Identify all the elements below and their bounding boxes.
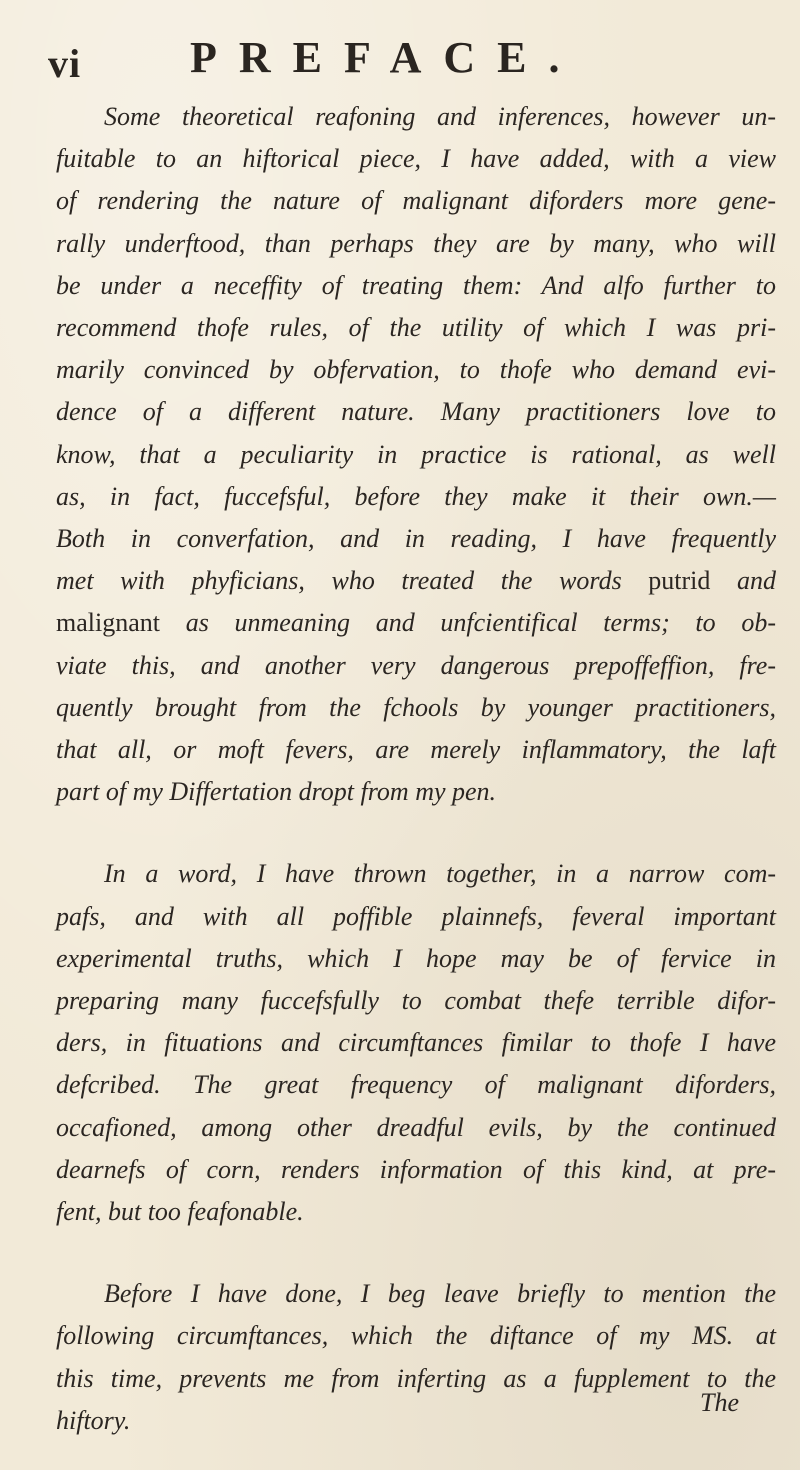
text-line: viate this, and another very dangerous prepoffeffion, fre- xyxy=(56,650,776,680)
text-line: following circumftances, which the diftance of my MS. at xyxy=(56,1321,776,1351)
text-line: Before I have done, I beg leave briefly to mention the xyxy=(104,1279,776,1309)
text-line: part of my Differtation dropt from my pen. xyxy=(56,777,497,807)
text-line: marily convinced by obfervation, to thofe who demand evi- xyxy=(56,355,776,385)
text-line: Both in converfation, and in reading, I have frequently xyxy=(56,524,776,554)
text-line: as, in fact, fuccefsful, before they make it their own.— xyxy=(56,481,776,511)
text-line: fuitable to an hiftorical piece, I have added, with a view xyxy=(56,144,776,174)
text-line: In a word, I have thrown together, in a narrow com- xyxy=(104,859,776,889)
page-number: vi xyxy=(48,41,82,86)
text-line: pafs, and with all poffible plainnefs, feveral important xyxy=(56,901,776,931)
text-line: dence of a different nature. Many practitioners love to xyxy=(56,397,776,427)
paragraph-1 xyxy=(56,96,776,813)
paragraph-3 xyxy=(56,1273,776,1442)
paragraph-2 xyxy=(56,853,776,1233)
roman-word: putrid xyxy=(648,566,711,596)
text-line: Some theoretical reafoning and inferences, however un- xyxy=(104,102,776,131)
page-header xyxy=(48,28,768,88)
text-line: experimental truths, which I hope may be of fervice in xyxy=(56,943,776,973)
roman-word: malignant xyxy=(56,608,160,638)
text-line: know, that a peculiarity in practice is rational, as well xyxy=(56,439,776,469)
text-line: rally underftood, than perhaps they are by many, who will xyxy=(56,228,776,258)
text-line: recommend thofe rules, of the utility of which I was pri- xyxy=(56,313,776,343)
text-line: this time, prevents me from inferting as a fupplement to the xyxy=(56,1363,776,1393)
text-segment: met with phyficians, who treated the words xyxy=(56,566,622,596)
text-line-mixed xyxy=(56,560,776,602)
running-head: PREFACE. xyxy=(190,33,582,82)
text-line: ders, in fituations and circumftances fimilar to thofe I have xyxy=(56,1028,776,1058)
text-line: be under a neceffity of treating them: And alfo further to xyxy=(56,270,776,300)
text-line-mixed xyxy=(56,602,776,644)
text-segment: and xyxy=(737,566,777,596)
catchword: The xyxy=(700,1388,739,1417)
body-text xyxy=(56,96,776,1470)
text-line: of rendering the nature of malignant diforders more gene- xyxy=(56,186,776,216)
text-line: that all, or moft fevers, are merely inflammatory, the laft xyxy=(56,735,776,765)
text-line: preparing many fuccefsfully to combat thefe terrible difor- xyxy=(56,986,776,1016)
text-line: defcribed. The great frequency of malignant diforders, xyxy=(56,1070,776,1100)
text-segment: as unmeaning and unfcientifical terms; to ob- xyxy=(185,608,776,638)
text-line: hiftory. xyxy=(56,1405,131,1435)
text-line: dearnefs of corn, renders information of this kind, at pre- xyxy=(56,1154,776,1184)
text-line: fent, but too feafonable. xyxy=(56,1197,304,1227)
text-line: occafioned, among other dreadful evils, by the continued xyxy=(56,1112,776,1142)
text-line: quently brought from the fchools by younger practitioners, xyxy=(56,692,776,722)
